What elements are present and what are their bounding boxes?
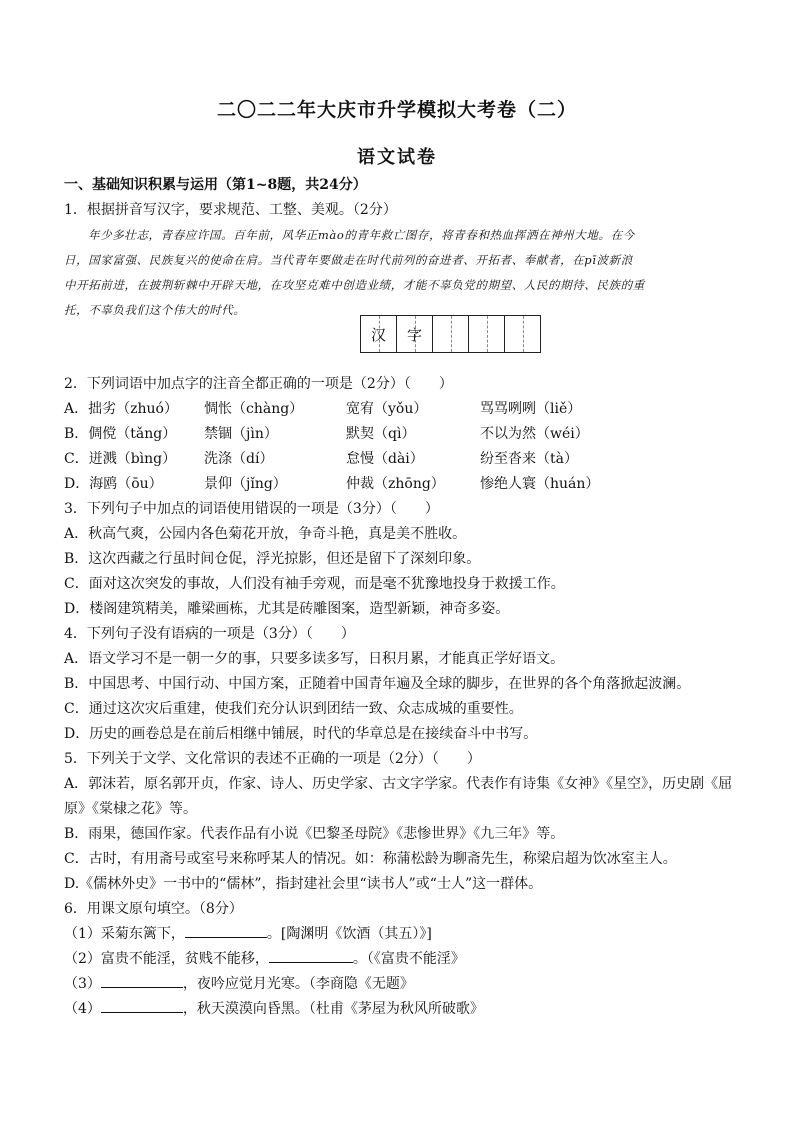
q2-option-row [64, 448, 620, 468]
q2-option-cell: 默契（qì） [346, 426, 416, 442]
q3-option-a: A．秋高气爽，公园内各色菊花开放，争奇斗艳，真是美不胜收。 [64, 526, 467, 542]
q3-option-c: C．面对这次突发的事故，人们没有袖手旁观，而是毫不犹豫地投身于救援工作。 [64, 576, 565, 592]
answer-blank[interactable] [185, 923, 267, 938]
q4-stem: 4．下列句子没有语病的一项是（3分）（ ） [64, 626, 355, 642]
q6-item-3: （3） ，夜吟应觉月光寒。（李商隐《无题》 [64, 973, 414, 993]
q3-option-d: D．楼阁建筑精美，雕梁画栋，尤其是砖雕图案，造型新颖，神奇多姿。 [64, 601, 510, 617]
q4-option-a: A．语文学习不是一朝一夕的事，只要多读多写，日积月累，才能真正学好语文。 [64, 651, 565, 667]
answer-blank[interactable] [101, 973, 183, 988]
q2-option-cell: 惆怅（chàng） [204, 401, 304, 417]
q2-option-cell: D．海鸥（ōu） [64, 476, 163, 492]
q2-option-cell: 禁锢（jìn） [204, 426, 278, 442]
q1-stem: 1．根据拼音写汉字，要求规范、工整、美观。（2分） [64, 202, 397, 218]
q5-option-d: D.《儒林外史》一书中的“儒林”，指封建社会里“读书人”或“士人”这一群体。 [64, 876, 543, 892]
q3-stem: 3．下列句子中加点的词语使用错误的一项是（3分）（ ） [64, 501, 439, 517]
q4-option-d: D．历史的画卷总是在前后相继中铺展，时代的华章总是在接续奋斗中书写。 [64, 726, 538, 742]
q1-passage-line: 托，不辜负我们这个伟大的时代。 [64, 303, 246, 317]
q4-option-b: B．中国思考、中国行动、中国方案，正随着中国青年遍及全球的脚步，在世界的各个角落掀起波澜。 [64, 676, 691, 692]
grid-cell: 汉 [361, 316, 397, 352]
q1-passage-line: 日，国家富强、民族复兴的使命在肩。当代青年要做走在时代前列的奋进者、开拓者、奉献者，在pī波新浪 [64, 253, 633, 267]
answer-blank[interactable] [101, 998, 183, 1013]
q5-option-c: C．古时，有用斋号或室号来称呼某人的情况。如：称蒲松龄为聊斋先生，称梁启超为饮冰室主人。 [64, 851, 677, 867]
writing-grid [360, 315, 541, 353]
q2-option-cell: 景仰（jǐng） [204, 476, 287, 492]
q5-option-a: A．郭沫若，原名郭开贞，作家、诗人、历史学家、古文字学家。代表作有诗集《女神》《星空》，历史剧《屈 [64, 776, 733, 792]
exam-title: 二〇二二年大庆市升学模拟大考卷（二） [216, 99, 577, 121]
q2-option-cell: 怠慢（dài） [346, 451, 424, 467]
q2-option-cell: 骂骂咧咧（liě） [480, 401, 582, 417]
q2-option-cell: 惨绝人寰（huán） [480, 476, 600, 492]
q1-passage [64, 223, 730, 323]
grid-cell [433, 316, 469, 352]
exam-subtitle: 语文试卷 [357, 147, 437, 168]
q2-option-row [64, 473, 620, 493]
q1-passage-line: 中开拓前进，在披荆斩棘中开辟天地，在攻坚克难中创造业绩，才能不辜负党的期望、人民的期待、民族的重 [64, 278, 645, 292]
grid-cell: 字 [397, 316, 433, 352]
q5-stem: 5．下列关于文学、文化常识的表述不正确的一项是（2分）（ ） [64, 751, 481, 767]
q2-option-cell: 不以为然（wéi） [480, 426, 589, 442]
q6-item-1: （1）采菊东篱下， 。[陶渊明《饮酒（其五）》] [64, 923, 432, 943]
grid-cell [469, 316, 505, 352]
q2-stem: 2．下列词语中加点字的注音全都正确的一项是（2分）（ ） [64, 376, 453, 392]
q5-option-a-cont: 原》《棠棣之花》等。 [64, 801, 197, 817]
q2-option-cell: C．迸溅（bìng） [64, 451, 177, 467]
q6-item-2: （2）富贵不能淫，贫贱不能移， 。（《富贵不能淫》 [64, 948, 465, 968]
q6-item-4: （4） ，秋天漠漠向昏黑。（杜甫《茅屋为秋风所破歌》 [64, 998, 484, 1018]
q5-option-b: B．雨果，德国作家。代表作品有小说《巴黎圣母院》《悲惨世界》《九三年》等。 [64, 826, 565, 842]
q2-option-cell: A．拙劣（zhuó） [64, 401, 178, 417]
q2-option-cell: 纷至沓来（tà） [480, 451, 578, 467]
q2-option-row [64, 423, 620, 443]
q2-option-row [64, 398, 620, 418]
q6-stem: 6．用课文原句填空。（8分） [64, 901, 243, 917]
q4-option-c: C．通过这次灾后重建，使我们充分认识到团结一致、众志成城的重要性。 [64, 701, 523, 717]
q3-option-b: B．这次西藏之行虽时间仓促，浮光掠影，但还是留下了深刻印象。 [64, 551, 481, 567]
grid-cell [505, 316, 540, 352]
q2-option-cell: 洗涤（dí） [204, 451, 274, 467]
q2-option-cell: 仲裁（zhōng） [346, 476, 445, 492]
section-heading: 一、基础知识积累与运用（第1~8题，共24分） [64, 177, 367, 193]
q2-option-cell: 宽宥（yǒu） [346, 401, 428, 417]
answer-blank[interactable] [269, 948, 353, 963]
q2-option-cell: B．倜傥（tǎng） [64, 426, 177, 442]
q1-passage-line: 年少多壮志，青春应许国。百年前，风华正mào的青年救亡图存，将青春和热血挥洒在神州大地。在今 [88, 228, 635, 242]
